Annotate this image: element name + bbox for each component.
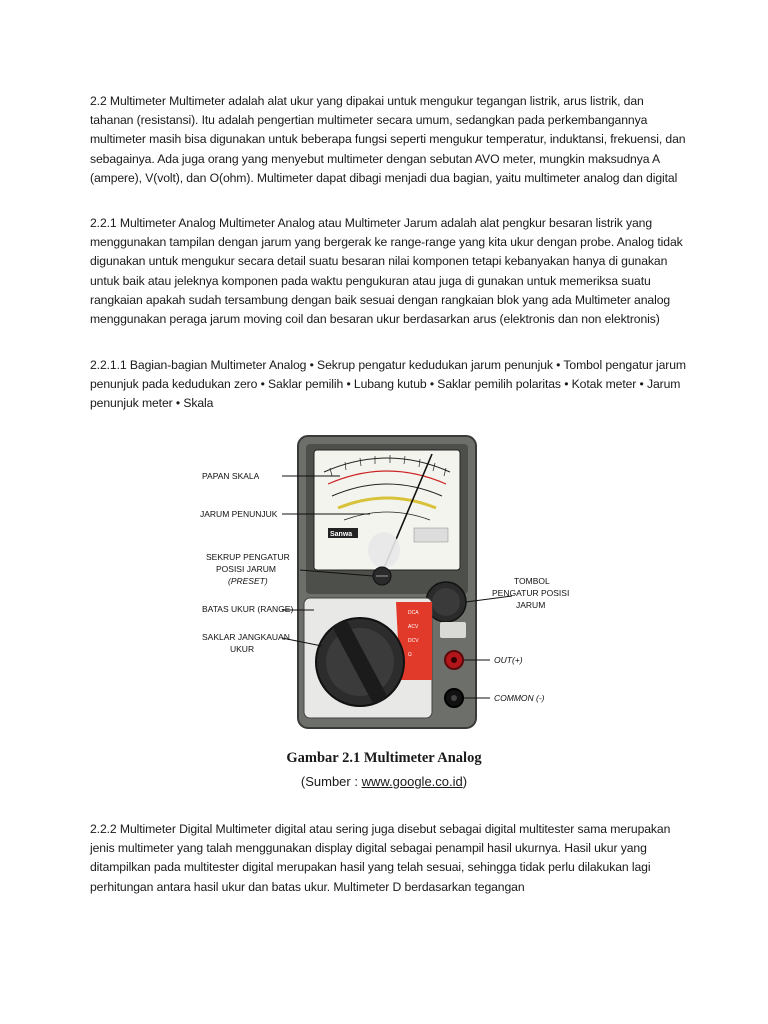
paragraph-bagian-multimeter-analog: 2.2.1.1 Bagian-bagian Multimeter Analog • Sekrup pengatur kedudukan jarum penunjuk • Tombol pengatur jarum penunjuk pada kedudukan zero • Saklar pemilih • Lubang kutub • Saklar pemilih polaritas • Kotak meter • Jarum penunjuk meter • Skala <box>90 358 686 411</box>
label-saklar-line2: UKUR <box>230 644 255 654</box>
label-tombol-line1: TOMBOL <box>514 576 550 586</box>
source-prefix: (Sumber : <box>300 774 362 789</box>
figure-caption: Gambar 2.1 Multimeter Analog <box>286 750 482 766</box>
figure-analog-multimeter <box>200 432 580 732</box>
label-sekrup-line2: POSISI JARUM <box>216 564 276 574</box>
multimeter-illustration <box>200 432 580 732</box>
label-sekrup-line3: (PRESET) <box>228 576 268 586</box>
label-papan-skala: PAPAN SKALA <box>202 471 260 481</box>
source-suffix: ) <box>462 774 468 789</box>
figure-source <box>0 774 768 789</box>
source-link[interactable]: www.google.co.id <box>361 774 463 789</box>
label-out: OUT(+) <box>494 655 523 665</box>
label-jarum-penunjuk: JARUM PENUNJUK <box>200 509 278 519</box>
brand-label: Sanwa <box>330 531 353 538</box>
label-sekrup-line1: SEKRUP PENGATUR <box>206 552 290 562</box>
label-tombol-line3: JARUM <box>516 600 546 610</box>
svg-text:DCA: DCA <box>408 610 419 616</box>
label-batas-ukur: BATAS UKUR (RANGE) <box>202 604 294 614</box>
paragraph-multimeter-digital: 2.2.2 Multimeter Digital Multimeter digital atau sering juga disebut sebagai digital multitester sama merupakan jenis multimeter yang talah menggunakan display digital sebagai penampil hasil ukurnya. Hasil ukur yang ditampilkan pada multitester digital merupakan hasil yang telah sesuai, sehingga tidak perlu dilakukan lagi perhitungan antara hasil ukur dan batas ukur. Multimeter D berdasarkan tegangan <box>90 822 671 894</box>
label-saklar-line1: SAKLAR JANGKAUAN <box>202 632 290 642</box>
label-common: COMMON (-) <box>494 693 545 703</box>
label-tombol-line2: PENGATUR POSISI <box>492 588 570 598</box>
paragraph-multimeter: 2.2 Multimeter Multimeter adalah alat ukur yang dipakai untuk mengukur tegangan listrik, arus listrik, dan tahanan (resistansi). Itu adalah pengertian multimeter secara umum, sedangkan pada perkembangannya multimeter masih bisa digunakan untuk beberapa fungsi seperti mengukur temperatur, induktansi, frekuensi, dan sebagainya. Ada juga orang yang menyebut multimeter dengan sebutan AVO meter, mungkin maksudnya A (ampere), V(volt), dan O(ohm). Multimeter dapat dibagi menjadi dua bagian, yaitu multimeter analog dan digital <box>90 94 686 185</box>
paragraph-multimeter-analog: 2.2.1 Multimeter Analog Multimeter Analog atau Multimeter Jarum adalah alat pengkur besaran listrik yang menggunakan tampilan dengan jarum yang bergerak ke range-range yang kita ukur dengan probe. Analog tidak digunakan untuk mengukur secara detail suatu besaran nilai komponen tetapi kebanyakan hanya di gunakan untuk baik atau jeleknya komponen pada waktu pengukuran atau juga di gunakan untuk memeriksa suatu rangkaian apakah sudah tersambung dengan baik sesuai dengan rangkaian blok yang ada Multimeter analog menggunakan peraga jarum moving coil dan besaran ukur berdasarkan arus (elektronis dan non elektronis) <box>90 216 683 327</box>
svg-text:ACV: ACV <box>408 624 419 630</box>
svg-text:Ω: Ω <box>408 652 412 658</box>
svg-text:DCV: DCV <box>408 638 419 644</box>
